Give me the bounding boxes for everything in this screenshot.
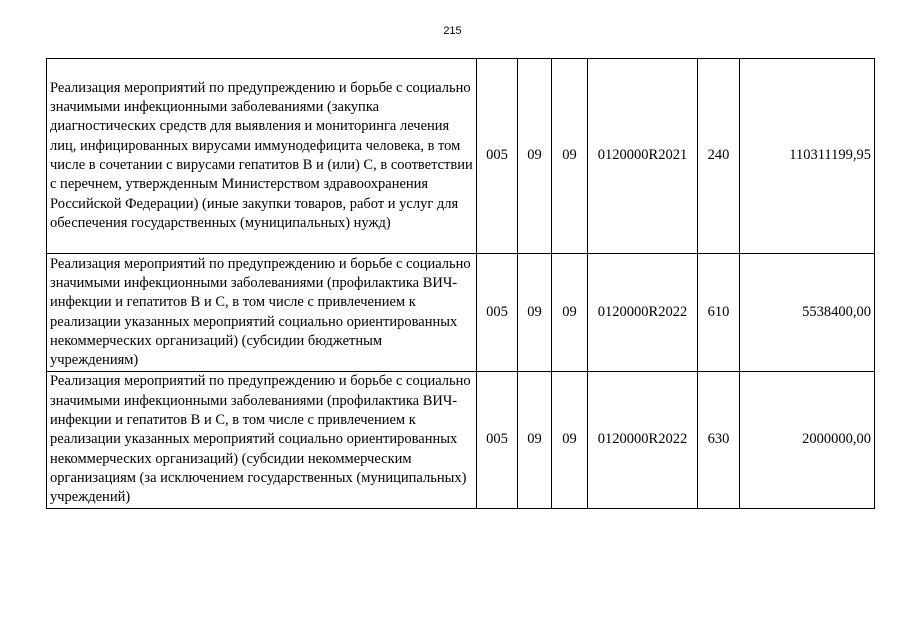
section-code-cell: 09 bbox=[518, 59, 552, 254]
subsection-code-cell: 09 bbox=[552, 59, 588, 254]
expense-type-cell: 240 bbox=[698, 59, 740, 254]
target-article-cell: 0120000R2022 bbox=[588, 372, 698, 509]
table-row bbox=[47, 254, 875, 372]
amount-cell: 110311199,95 bbox=[740, 59, 875, 254]
item-name-cell bbox=[47, 372, 477, 509]
subsection-code-cell: 09 bbox=[552, 372, 588, 509]
expense-type-cell: 610 bbox=[698, 254, 740, 372]
ministry-code-cell: 005 bbox=[477, 59, 518, 254]
amount-cell: 2000000,00 bbox=[740, 372, 875, 509]
section-code-cell: 09 bbox=[518, 372, 552, 509]
ministry-code-cell: 005 bbox=[477, 372, 518, 509]
item-name: Реализация мероприятий по предупреждению и борьбе с социально значимыми инфекционными заболеваниями (профилактика ВИЧ-инфекции и гепатитов В и С, в том числе с привлечением к реализации указанных мероприятий социально ориентированных некоммерческих организаций) (субсидии бюджетным учреждениям) bbox=[50, 255, 471, 369]
item-name-cell bbox=[47, 59, 477, 254]
item-name: Реализация мероприятий по предупреждению и борьбе с социально значимыми инфекционными заболеваниями (закупка диагностических средств для выявления и мониторинга лечения лиц, инфицированных вирусами иммунодефицита человека, в том числе в сочетании с вирусами гепатитов В и (или) С, в соответствии с перечнем, утвержденным Министерством здравоохранения Российской Федерации) (иные закупки товаров, работ и услуг для обеспечения государственных (муниципальных) нужд) bbox=[50, 79, 473, 231]
subsection-code-cell: 09 bbox=[552, 254, 588, 372]
table-row bbox=[47, 372, 875, 509]
expense-type-cell: 630 bbox=[698, 372, 740, 509]
section-code-cell: 09 bbox=[518, 254, 552, 372]
table-row bbox=[47, 59, 875, 254]
page-number: 215 bbox=[443, 25, 462, 37]
ministry-code-cell: 005 bbox=[477, 254, 518, 372]
amount-cell: 5538400,00 bbox=[740, 254, 875, 372]
item-name: Реализация мероприятий по предупреждению и борьбе с социально значимыми инфекционными заболеваниями (профилактика ВИЧ-инфекции и гепатитов В и С, в том числе с привлечением к реализации указанных мероприятий социально ориентированных некоммерческих организаций) (субсидии некоммерческим организациям (за исключением государственных (муниципальных) учреждений) bbox=[50, 373, 471, 506]
target-article-cell: 0120000R2022 bbox=[588, 254, 698, 372]
target-article-cell: 0120000R2021 bbox=[588, 59, 698, 254]
item-name-cell bbox=[47, 254, 477, 372]
budget-table bbox=[46, 58, 875, 509]
